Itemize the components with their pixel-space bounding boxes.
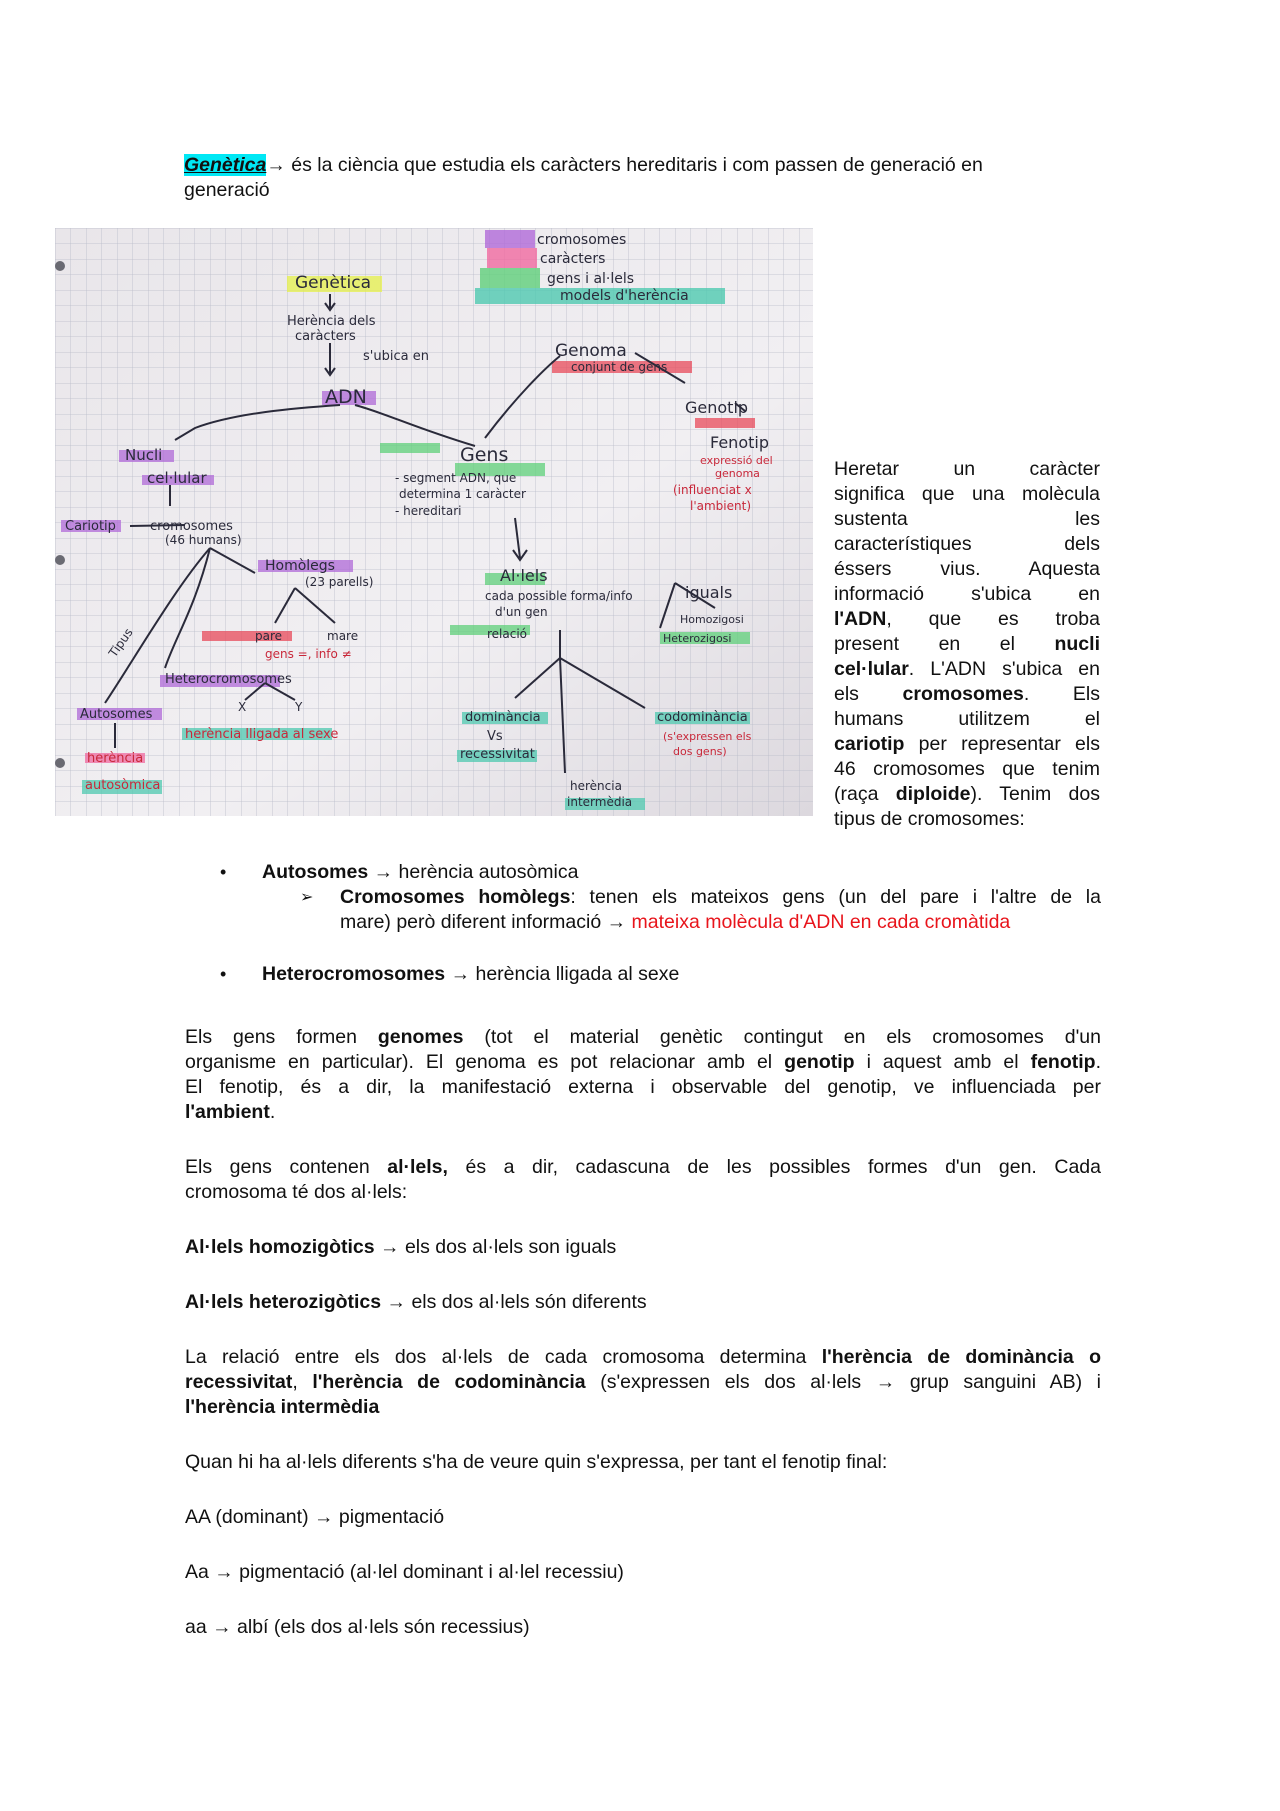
para-text: Els gens contenen — [185, 1156, 388, 1178]
bold-term: Cromosomes homòlegs — [340, 886, 571, 908]
para-text: Els gens formen — [185, 1026, 378, 1048]
para-text: . — [1095, 1051, 1101, 1073]
para-line — [185, 1370, 1101, 1395]
para-text: . — [269, 1101, 276, 1123]
bold-term: fenotip — [1030, 1051, 1096, 1073]
side-line — [834, 657, 1100, 682]
bold-term: l'herència intermèdia — [185, 1396, 380, 1418]
concept-map-photo — [55, 228, 813, 816]
node-nucli: Nucli — [125, 446, 163, 464]
node-dominancia: dominància — [465, 710, 541, 725]
sub-bullet-line — [340, 910, 1101, 935]
binder-hole — [55, 555, 65, 565]
node-genoma: Genoma — [555, 341, 627, 361]
para-text: , — [292, 1371, 313, 1393]
node-mare: mare — [327, 629, 359, 643]
bold-term: recessivitat — [185, 1371, 293, 1393]
side-line — [834, 782, 1100, 807]
red-note: mateixa molècula d'ADN en cada cromàtida — [631, 911, 1011, 933]
bullet-text — [262, 860, 578, 885]
node-vs: Vs — [487, 729, 503, 744]
intro-text-2: generació — [184, 179, 270, 201]
legend-item: gens i al·lels — [547, 271, 635, 287]
side-text: ). Tenim dos — [970, 783, 1100, 805]
side-line: informació s'ubica en — [834, 583, 1100, 605]
node-cromosomes: cromosomes — [150, 519, 233, 534]
genotype-aa: aa → albí (els dos al·lels són recessius) — [185, 1616, 530, 1638]
paragraph-alels — [185, 1155, 1101, 1205]
node-fenotip-desc: expressió del — [700, 454, 773, 467]
side-line: éssers vius. Aquesta — [834, 558, 1100, 580]
node-caracters: caràcters — [295, 329, 356, 344]
para-text: → els dos al·lels son iguals — [374, 1236, 617, 1258]
node-recessivitat: recessivitat — [460, 747, 535, 762]
node-adn: ADN — [325, 386, 367, 408]
side-text: els — [834, 683, 903, 705]
node-homolegs: Homòlegs — [265, 558, 335, 574]
node-iguals: iguals — [685, 583, 733, 602]
side-text: . L'ADN s'ubica en — [908, 658, 1100, 680]
bullet-dot: • — [220, 964, 227, 984]
node-humans: (46 humans) — [165, 533, 242, 547]
node-herencia-auto: autosòmica — [85, 778, 161, 793]
genotype-AA: AA (dominant) → pigmentació — [185, 1506, 445, 1528]
term-genetica: Genètica — [184, 154, 267, 176]
side-line: 46 cromosomes que tenim — [834, 758, 1100, 780]
bullet-text — [262, 962, 679, 987]
node-nucli: cel·lular — [147, 469, 207, 487]
paragraph-heterozigotics — [185, 1290, 1101, 1315]
para-text: (s'expressen els dos al·lels → grup sanguini AB) i — [585, 1371, 1101, 1393]
bold-term: l'ADN — [834, 608, 887, 630]
side-line: característiques dels — [834, 533, 1100, 555]
node-codominancia: codominància — [657, 710, 748, 725]
paragraph-fenotip-final: Quan hi ha al·lels diferents s'ha de veure quin s'expressa, per tant el fenotip final: — [185, 1451, 888, 1473]
bold-term: cel·lular — [834, 658, 909, 680]
paragraph-homozigotics — [185, 1235, 1101, 1260]
node-parells: (23 parells) — [305, 575, 374, 589]
node-conjunt: conjunt de gens — [571, 360, 668, 374]
side-paragraph — [834, 457, 1100, 832]
binder-hole — [55, 758, 65, 768]
bold-term: Heterocromosomes — [262, 963, 446, 985]
side-line: sustenta les — [834, 508, 1100, 530]
node-homozigosi: Homozigosi — [680, 613, 744, 626]
side-line — [834, 682, 1100, 707]
intro-text: és la ciència que estudia els caràcters hereditaris i com passen de generació en — [285, 154, 983, 176]
sub-bullet-line — [340, 885, 1101, 910]
para-line — [185, 1050, 1101, 1075]
sub-bullet-homolegs — [300, 885, 1101, 935]
node-herencia: Herència dels — [287, 314, 376, 329]
legend-item: caràcters — [540, 251, 606, 267]
node-tipus: Tipus — [105, 625, 136, 660]
bold-term: Autosomes — [262, 861, 369, 883]
side-line — [834, 607, 1100, 632]
node-alels-desc: cada possible forma/info — [485, 589, 633, 603]
node-codominancia-desc: dos gens) — [673, 745, 727, 758]
bullet-rest: → herència autosòmica — [368, 861, 579, 883]
sub-bullet-rest: : tenen els mateixos gens (un del pare i l'altre de la — [570, 886, 1101, 908]
intro-paragraph — [184, 153, 1104, 203]
node-herencia-int: intermèdia — [567, 795, 633, 809]
node-fenotip: Fenotip — [710, 433, 769, 452]
node-herencia-lligada: herència lligada al sexe — [185, 727, 339, 742]
node-gens-desc: - hereditari — [395, 504, 462, 518]
side-line: humans utilitzem el — [834, 708, 1100, 730]
node-heterozigosi: Heterozigosi — [663, 632, 732, 645]
bold-term: Al·lels homozigòtics — [185, 1236, 375, 1258]
binder-hole — [55, 261, 65, 271]
para-line — [185, 1155, 1101, 1180]
node-genetica: Genètica — [295, 273, 372, 293]
node-fenotip-desc: l'ambient) — [690, 499, 752, 513]
para-line — [185, 1101, 275, 1123]
node-autosomes: Autosomes — [80, 707, 153, 722]
node-herencia-int: herència — [570, 779, 622, 793]
node-x: X — [238, 700, 247, 714]
node-pare: pare — [255, 629, 283, 643]
bold-term: genomes — [377, 1026, 464, 1048]
genotype-Aa: Aa → pigmentació (al·lel dominant i al·lel recessiu) — [185, 1561, 624, 1583]
node-fenotip-desc: (influenciat x — [673, 483, 752, 497]
concept-map-svg — [55, 228, 813, 816]
bold-term: Al·lels heterozigòtics — [185, 1291, 382, 1313]
para-text: organisme en particular). El genoma es pot relacionar amb el — [185, 1051, 785, 1073]
bold-term: l'herència de codominància — [312, 1371, 586, 1393]
para-text: La relació entre els dos al·lels de cada cromosoma determina — [185, 1346, 822, 1368]
node-genotip: Genotip — [685, 398, 749, 417]
node-gens: Gens — [460, 444, 509, 466]
para-line — [185, 1396, 379, 1418]
sub-bullet-arrow: ➢ — [300, 889, 314, 906]
para-text: és a dir, cadascuna de les possibles formes d'un gen. Cada — [447, 1156, 1101, 1178]
side-line: tipus de cromosomes: — [834, 808, 1025, 830]
node-fenotip-desc: genoma — [715, 467, 760, 480]
node-herencia-auto: herència — [87, 751, 144, 766]
node-codominancia-desc: (s'expressen els — [663, 730, 752, 743]
bold-term: cromosomes — [902, 683, 1024, 705]
paragraph-genomes — [185, 1025, 1101, 1125]
intro-arrow: → — [266, 154, 286, 176]
bullet-dot: • — [220, 862, 227, 882]
node-alels: Al·lels — [500, 566, 548, 585]
node-gens-info: gens =, info ≠ — [265, 647, 352, 661]
sub-bullet-rest: mare) però diferent informació → — [340, 911, 632, 933]
bullet-rest: → herència lligada al sexe — [445, 963, 680, 985]
para-text: (tot el material genètic contingut en els cromosomes d'un — [463, 1026, 1101, 1048]
side-text: present en el — [834, 633, 1055, 655]
node-heterocromosomes: Heterocromosomes — [165, 672, 292, 687]
node-relacio: relació — [487, 627, 528, 641]
node-alels-desc: d'un gen — [495, 605, 548, 619]
sub-bullet-text — [340, 885, 1101, 935]
side-line: Heretar un caràcter — [834, 458, 1100, 480]
side-line: significa que una molècula — [834, 483, 1100, 505]
node-cariotip: Cariotip — [65, 519, 116, 534]
para-line — [185, 1345, 1101, 1370]
bold-term: cariotip — [834, 733, 905, 755]
bold-term: genotip — [784, 1051, 855, 1073]
node-y: Y — [295, 700, 303, 714]
side-line — [834, 632, 1100, 657]
side-text: per representar els — [904, 733, 1100, 755]
node-gens-desc: determina 1 caràcter — [399, 487, 526, 501]
node-ubica: s'ubica en — [363, 349, 429, 364]
bold-term: l'ambient — [185, 1101, 270, 1123]
side-line — [834, 732, 1100, 757]
side-text: , que es troba — [886, 608, 1100, 630]
para-line — [185, 1025, 1101, 1050]
para-text: → els dos al·lels són diferents — [381, 1291, 647, 1313]
bold-term: nucli — [1054, 633, 1100, 655]
bold-term: diploide — [895, 783, 971, 805]
side-text: (raça — [834, 783, 896, 805]
legend-item: models d'herència — [560, 288, 689, 304]
para-text: i aquest amb el — [854, 1051, 1031, 1073]
node-gens-desc: - segment ADN, que — [395, 471, 517, 485]
legend-item: cromosomes — [537, 232, 627, 248]
paragraph-relacio — [185, 1345, 1101, 1420]
para-line: cromosoma té dos al·lels: — [185, 1181, 408, 1203]
para-line: El fenotip, és a dir, la manifestació externa i observable del genotip, ve influenciada per — [185, 1076, 1101, 1098]
bold-term: al·lels, — [387, 1156, 448, 1178]
side-text: . Els — [1023, 683, 1100, 705]
bold-term: l'herència de dominància o — [821, 1346, 1101, 1368]
